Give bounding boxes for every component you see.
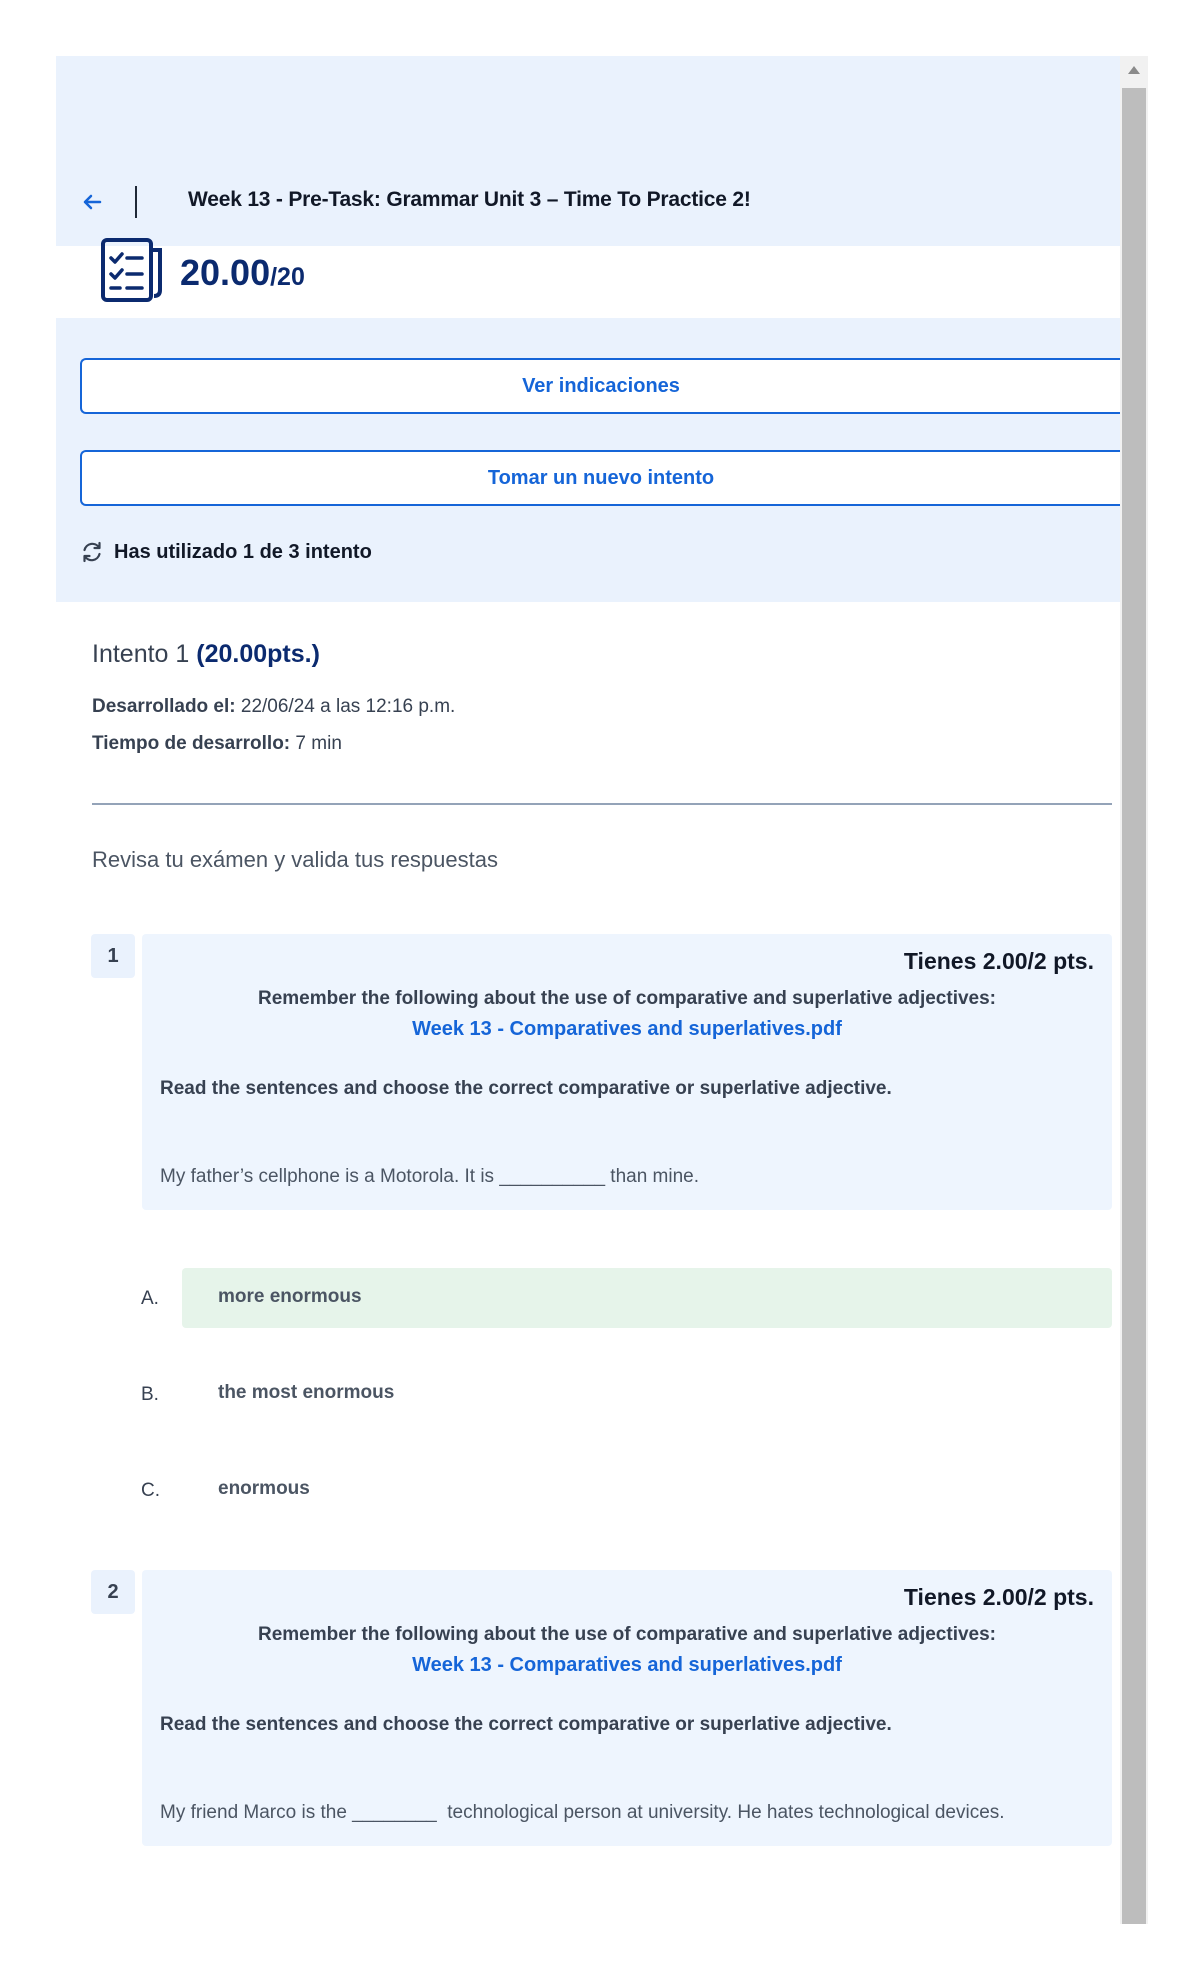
vertical-scrollbar[interactable] [1120, 56, 1148, 1924]
scrollbar-thumb[interactable] [1122, 88, 1146, 1924]
page-content [56, 56, 1120, 1924]
section-divider [92, 803, 1112, 805]
option-text: the most enormous [218, 1382, 395, 1403]
scroll-up-button[interactable] [1120, 56, 1148, 84]
developed-label: Desarrollado el: [92, 696, 236, 717]
question-number-badge: 1 [91, 934, 135, 978]
option-a-correct[interactable] [182, 1268, 1112, 1328]
attempt-label: Intento 1 [92, 640, 190, 668]
question-number-badge: 2 [91, 1570, 135, 1614]
actions-panel [56, 318, 1120, 602]
time-value: 7 min [290, 733, 342, 754]
question-card [142, 934, 1112, 1210]
back-button[interactable] [78, 188, 106, 216]
arrow-left-icon [78, 188, 106, 216]
option-letter: B. [141, 1384, 159, 1405]
pdf-link[interactable]: Week 13 - Comparatives and superlatives.pdf [412, 1654, 842, 1676]
score-value [180, 252, 305, 294]
question-instruction: Read the sentences and choose the correct comparative or superlative adjective. [160, 1078, 892, 1099]
option-b[interactable] [182, 1364, 1112, 1424]
attempts-text: Has utilizado 1 de 3 intento [114, 540, 372, 563]
question-intro: Remember the following about the use of comparative and superlative adjectives: [257, 988, 996, 1009]
option-letter: A. [141, 1288, 159, 1309]
attempts-info [80, 540, 372, 564]
developed-date [92, 696, 455, 718]
question-score: Tienes 2.00/2 pts. [903, 948, 1094, 974]
browser-frame [56, 56, 1148, 1924]
option-text: enormous [218, 1478, 310, 1499]
attempt-points: (20.00pts.) [196, 640, 320, 668]
nuevo-intento-button[interactable]: Tomar un nuevo intento [80, 450, 1120, 506]
score-max: /20 [270, 263, 305, 291]
ver-indicaciones-button[interactable]: Ver indicaciones [80, 358, 1120, 414]
score-number: 20.00 [180, 252, 271, 293]
header-divider [135, 186, 137, 218]
option-c[interactable] [182, 1460, 1112, 1520]
review-instructions: Revisa tu exámen y valida tus respuestas [92, 847, 498, 872]
pdf-link[interactable]: Week 13 - Comparatives and superlatives.pdf [412, 1018, 842, 1040]
option-text: more enormous [218, 1286, 362, 1307]
question-intro: Remember the following about the use of comparative and superlative adjectives: [257, 1624, 996, 1645]
refresh-icon [80, 540, 104, 564]
option-letter: C. [141, 1480, 160, 1501]
score-strip [56, 246, 1120, 318]
development-time [92, 733, 342, 755]
question-instruction: Read the sentences and choose the correct comparative or superlative adjective. [160, 1714, 892, 1735]
attempt-title [92, 640, 320, 669]
developed-value: 22/06/24 a las 12:16 p.m. [235, 696, 456, 717]
question-sentence: My father’s cellphone is a Motorola. It is __________ than mine. [160, 1166, 700, 1187]
question-card [142, 1570, 1112, 1846]
question-score: Tienes 2.00/2 pts. [903, 1584, 1094, 1610]
question-sentence: My friend Marco is the ________ technological person at university. He hates technological devices. [160, 1802, 1005, 1823]
top-bar [56, 56, 1120, 246]
page-title: Week 13 - Pre-Task: Grammar Unit 3 – Time To Practice 2! [188, 188, 751, 211]
triangle-up-icon [1126, 64, 1142, 76]
checklist-icon [100, 236, 168, 306]
time-label: Tiempo de desarrollo: [92, 733, 291, 754]
